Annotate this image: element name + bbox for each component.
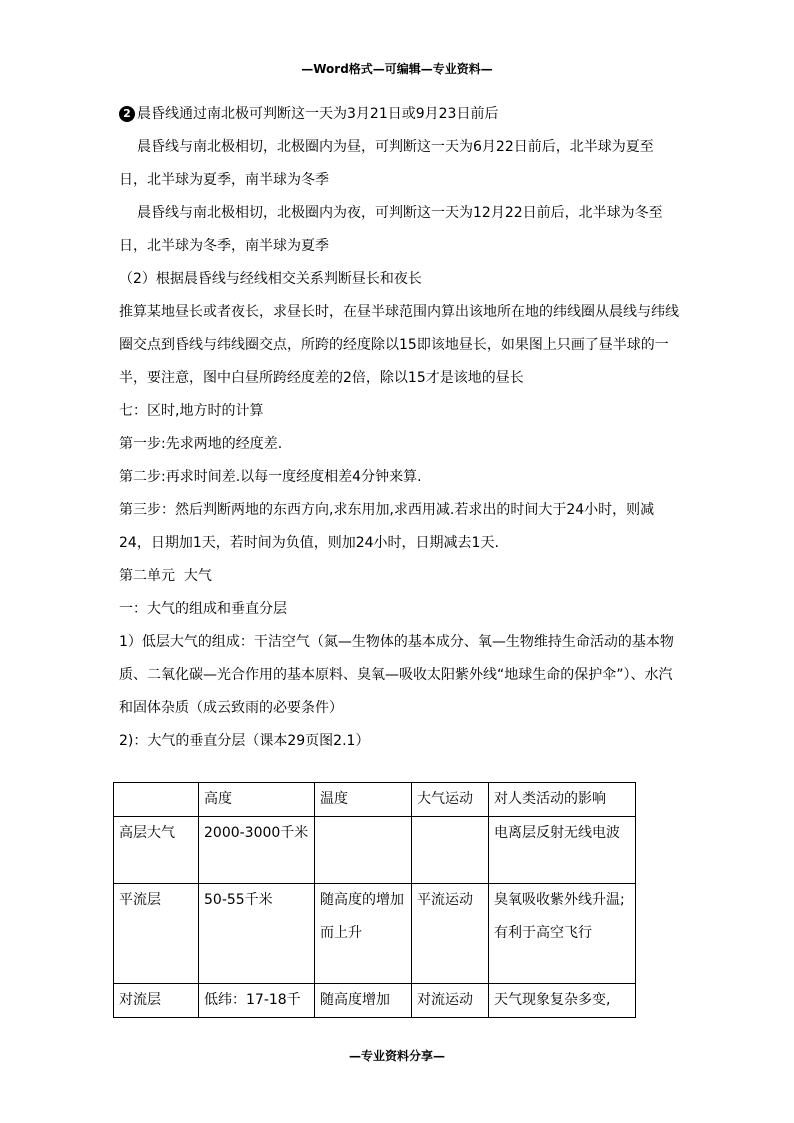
header-cell: 对人类活动的影响 <box>489 783 636 817</box>
table-cell: 低纬：17-18千 <box>199 984 315 1018</box>
table-cell: 随高度的增加而上升 <box>315 884 412 984</box>
table-row <box>114 817 636 884</box>
unit-heading-atmosphere: 第二单元 大气 <box>119 568 212 584</box>
section-heading-day-length: （2）根据晨昏线与经线相交关系判断昼长和夜长 <box>119 271 422 287</box>
paragraph-equinox <box>119 98 681 131</box>
table-cell: 对流层 <box>114 984 199 1018</box>
section-heading-composition: 一：大气的组成和垂直分层 <box>119 601 287 617</box>
header-cell: 温度 <box>315 783 412 817</box>
step-one: 第一步:先求两地的经度差. <box>119 436 283 452</box>
circled-number-marker: 2 <box>119 106 135 122</box>
table-cell: 天气现象复杂多变, <box>489 984 636 1018</box>
document-body <box>119 98 681 758</box>
paragraph-composition: 1）低层大气的组成：干洁空气（氮—生物体的基本成分、氧—生物维持生命活动的基本物质、二氧化碳—光合作用的基本原料、臭氧—吸收太阳紫外线“地球生命的保护伞”）、水汽和固体杂质（成云致雨的必要条件） <box>119 634 674 716</box>
header-cell: 大气运动 <box>412 783 489 817</box>
atmosphere-layers-table <box>113 782 636 1018</box>
paragraph-summer-solstice: 晨昏线与南北极相切，北极圈内为昼，可判断这一天为6月22日前后，北半球为夏至日，北半球为夏季，南半球为冬季 <box>119 139 654 188</box>
page-footer: —专业资料分享— <box>348 1049 445 1063</box>
section-heading-time-zones: 七：区时,地方时的计算 <box>119 403 264 419</box>
table-cell: 高层大气 <box>114 817 199 884</box>
table-cell: 臭氧吸收紫外线升温;有利于高空飞行 <box>489 884 636 984</box>
page-header: —Word格式—可编辑—专业资料— <box>301 62 493 76</box>
paragraph-text: 晨昏线通过南北极可判断这一天为3月21日或9月23日前后 <box>137 106 499 122</box>
table-cell: 50-55千米 <box>199 884 315 984</box>
table-cell: 电离层反射无线电波 <box>489 817 636 884</box>
header-cell <box>114 783 199 817</box>
table-cell: 随高度增加 <box>315 984 412 1018</box>
table-cell: 2000-3000千米 <box>199 817 315 884</box>
step-two: 第二步:再求时间差.以每一度经度相差4分钟来算. <box>119 469 422 485</box>
table-cell: 平流运动 <box>412 884 489 984</box>
step-three: 第三步：然后判断两地的东西方向,求东用加,求西用减.若求出的时间大于24小时，则减24，日期加1天，若时间为负值，则加24小时，日期减去1天. <box>119 502 655 551</box>
header-cell: 高度 <box>199 783 315 817</box>
table-row <box>114 984 636 1018</box>
paragraph-vertical-layers: 2)：大气的垂直分层（课本29页图2.1） <box>119 733 370 749</box>
table-cell <box>315 817 412 884</box>
paragraph-day-length: 推算某地昼长或者夜长，求昼长时，在昼半球范围内算出该地所在地的纬线圈从晨线与纬线圈交点到昏线与纬线圈交点，所跨的经度除以15即该地昼长，如果图上只画了昼半球的一半，要注意，图中白昼所跨经度差的2倍，除以15才是该地的昼长 <box>119 304 679 386</box>
table-cell <box>412 817 489 884</box>
table-header-row <box>114 783 636 817</box>
table-row <box>114 884 636 984</box>
table-cell: 平流层 <box>114 884 199 984</box>
paragraph-winter-solstice: 晨昏线与南北极相切，北极圈内为夜，可判断这一天为12月22日前后，北半球为冬至日，北半球为冬季，南半球为夏季 <box>119 205 663 254</box>
table-cell: 对流运动 <box>412 984 489 1018</box>
